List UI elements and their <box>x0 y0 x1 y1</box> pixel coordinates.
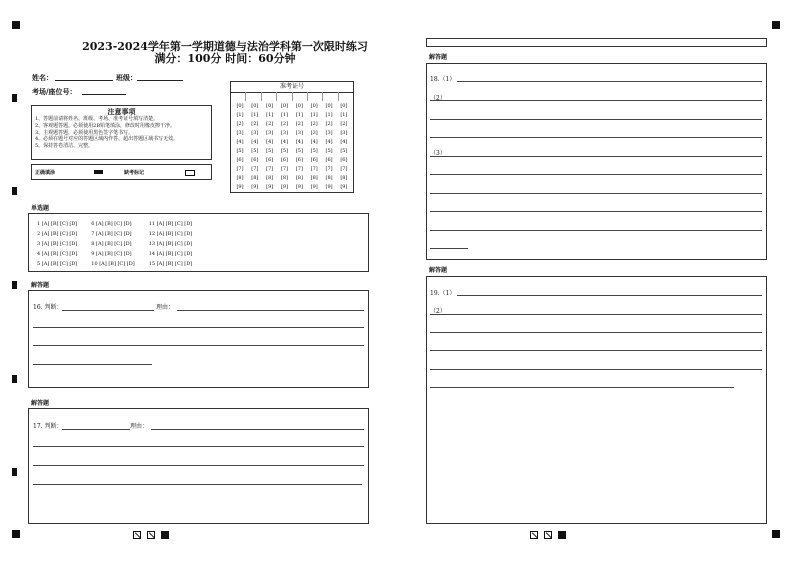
choice-row[interactable]: 12 [A] [B] [C] [D] <box>148 231 193 237</box>
admission-digit-bubble[interactable]: [0] <box>280 103 289 109</box>
admission-digit-bubble[interactable]: [8] <box>325 175 333 181</box>
class-label: 班级： <box>116 73 137 82</box>
choice-row[interactable]: 9 [A] [B] [C] [D] <box>91 251 132 257</box>
admission-digit-bubble[interactable]: [0] <box>310 103 318 109</box>
admission-digit-bubble[interactable]: [8] <box>295 175 303 181</box>
corner-mark-bl <box>12 530 20 538</box>
notice-box <box>31 105 212 160</box>
admission-digit-bubble[interactable]: [5] <box>280 148 289 154</box>
admission-digit-column <box>308 102 320 192</box>
admission-digit-bubble[interactable]: [7] <box>236 166 244 172</box>
admission-digit-bubble[interactable]: [3] <box>325 130 333 136</box>
answer-line[interactable] <box>33 446 364 447</box>
admission-digit-bubble[interactable]: [9] <box>266 184 274 190</box>
admission-digit-bubble[interactable]: [2] <box>280 121 289 127</box>
choice-row[interactable]: 15 [A] [B] [C] [D] <box>148 261 193 267</box>
name-field[interactable] <box>55 80 113 81</box>
q16-reason-line[interactable] <box>177 310 364 311</box>
q17-reason-line[interactable] <box>151 429 364 430</box>
admission-digit-bubble[interactable]: [3] <box>340 130 348 136</box>
admission-digit-bubble[interactable]: [3] <box>251 130 259 136</box>
timing-mark <box>12 468 17 476</box>
q19-section-title: 解答题 <box>429 267 448 274</box>
notice-item: 1、答题前请将姓名、班级、考场、准考证号填写清楚。 <box>35 116 159 122</box>
notice-item: 3、主观题答题，必须使用黑色签字笔书写。 <box>35 129 134 136</box>
q16-judge-line[interactable] <box>62 310 154 311</box>
admission-title: 准考证号 <box>231 82 353 93</box>
corner-mark-br <box>772 530 780 538</box>
admission-digit-bubble[interactable]: [3] <box>280 130 289 136</box>
answer-line[interactable] <box>430 119 762 120</box>
admission-digit-bubble[interactable]: [8] <box>236 175 244 181</box>
admission-digit-bubble[interactable]: [2] <box>325 121 333 127</box>
right-header-bar <box>426 38 767 47</box>
answer-line[interactable] <box>430 230 762 231</box>
page-mark-slash <box>530 531 538 539</box>
admission-digit-bubble[interactable]: [1] <box>325 112 333 118</box>
answer-line[interactable] <box>430 248 468 249</box>
admission-digit-bubble[interactable]: [3] <box>266 130 274 136</box>
timing-mark <box>12 281 17 289</box>
correct-fill-label: 正确填涂 <box>35 170 56 176</box>
choice-row[interactable]: 13 [A] [B] [C] [D] <box>148 241 193 247</box>
answer-line[interactable] <box>430 387 734 388</box>
answer-line[interactable] <box>430 332 762 333</box>
admission-digit-bubble[interactable]: [0] <box>295 103 303 109</box>
q19-part2-label: （2） <box>430 308 446 315</box>
admission-digit-bubble[interactable]: [9] <box>280 184 289 190</box>
admission-digit-bubble[interactable]: [9] <box>236 184 244 190</box>
admission-digit-bubble[interactable]: [6] <box>266 157 274 163</box>
admission-digit-bubble[interactable]: [4] <box>295 139 303 145</box>
correct-fill-sample <box>94 170 103 174</box>
admission-digit-bubble[interactable]: [0] <box>236 103 244 109</box>
choice-row[interactable]: 2 [A] [B] [C] [D] <box>37 231 78 237</box>
answer-line[interactable] <box>33 327 364 328</box>
admission-digit-bubble[interactable]: [1] <box>251 112 259 118</box>
admission-digit-bubble[interactable]: [6] <box>295 157 303 163</box>
admission-digit-bubble[interactable]: [7] <box>280 166 289 172</box>
q19-part1-label: 19.（1） <box>430 290 456 297</box>
fill-example-box <box>31 164 212 180</box>
seat-field[interactable] <box>82 94 126 95</box>
q19-part1-line[interactable] <box>457 295 762 296</box>
answer-line[interactable] <box>33 364 152 365</box>
admission-digit-column <box>264 102 276 192</box>
answer-line[interactable] <box>430 211 762 212</box>
seat-label: 考场/座位号： <box>32 87 77 96</box>
admission-digit-bubble[interactable]: [9] <box>295 184 303 190</box>
admission-digit-bubble[interactable]: [5] <box>236 148 244 154</box>
admission-digit-bubble[interactable]: [0] <box>340 103 348 109</box>
page-mark-slash <box>544 531 552 539</box>
answer-line[interactable] <box>430 350 762 351</box>
admission-digit-bubble[interactable]: [5] <box>251 148 259 154</box>
choice-row[interactable]: 8 [A] [B] [C] [D] <box>91 241 132 247</box>
corner-mark-tl <box>12 21 20 29</box>
admission-digit-bubble[interactable]: [8] <box>310 175 318 181</box>
single-choice-title: 单选题 <box>31 205 50 212</box>
q16-section-title: 解答题 <box>31 282 50 289</box>
q18-section-title: 解答题 <box>429 54 448 61</box>
admission-digit-bubble[interactable]: [7] <box>295 166 303 172</box>
q18-part1-label: 18.（1） <box>430 76 456 83</box>
admission-digit-bubble[interactable]: [1] <box>310 112 318 118</box>
admission-digit-column <box>279 102 291 192</box>
page-mark-slash <box>147 531 155 539</box>
admission-digit-bubble[interactable]: [6] <box>310 157 318 163</box>
choice-row[interactable]: 4 [A] [B] [C] [D] <box>37 251 78 257</box>
answer-line[interactable] <box>430 369 762 370</box>
admission-digit-column <box>293 102 305 192</box>
admission-digit-bubble[interactable]: [3] <box>236 130 244 136</box>
answer-line[interactable] <box>33 345 364 346</box>
page-mark-slash <box>133 531 141 539</box>
admission-digit-bubble[interactable]: [1] <box>266 112 274 118</box>
admission-digit-bubble[interactable]: [5] <box>340 148 348 154</box>
timing-mark <box>12 94 17 102</box>
admission-digit-bubble[interactable]: [1] <box>236 112 244 118</box>
notice-item: 2、客观题答题，必须使用2B铅笔填涂，修改时用橡皮擦干净。 <box>35 122 176 129</box>
choice-row[interactable]: 6 [A] [B] [C] [D] <box>91 221 132 227</box>
admission-digit-bubble[interactable]: [6] <box>280 157 289 163</box>
q16-judge-label: 16. 判断： <box>33 304 63 311</box>
answer-line[interactable] <box>430 193 762 194</box>
choice-row[interactable]: 1 [A] [B] [C] [D] <box>37 221 78 227</box>
notice-item: 5、保持答卷清洁、完整。 <box>35 143 94 149</box>
q17-judge-line[interactable] <box>62 429 130 430</box>
name-label: 姓名： <box>32 73 53 82</box>
timing-mark <box>12 375 17 383</box>
admission-digit-bubble[interactable]: [9] <box>340 184 348 190</box>
admission-digit-bubble[interactable]: [5] <box>325 148 333 154</box>
admission-digit-bubble[interactable]: [2] <box>266 121 274 127</box>
q16-answer-box <box>28 290 369 388</box>
admission-digit-bubble[interactable]: [8] <box>280 175 289 181</box>
q17-reason-label: 理由： <box>130 423 149 430</box>
admission-digit-bubble[interactable]: [6] <box>236 157 244 163</box>
admission-digit-bubble[interactable]: [2] <box>295 121 303 127</box>
answer-line[interactable] <box>430 314 762 315</box>
admission-digit-bubble[interactable]: [9] <box>251 184 259 190</box>
admission-digit-bubble[interactable]: [6] <box>325 157 333 163</box>
admission-digit-bubble[interactable]: [9] <box>325 184 333 190</box>
choice-row[interactable]: 5 [A] [B] [C] [D] <box>37 261 78 267</box>
admission-digit-grid <box>234 102 350 192</box>
admission-digit-bubble[interactable]: [8] <box>251 175 259 181</box>
admission-digit-bubble[interactable]: [2] <box>340 121 348 127</box>
admission-digit-bubble[interactable]: [5] <box>266 148 274 154</box>
admission-digit-bubble[interactable]: [0] <box>266 103 274 109</box>
admission-digit-bubble[interactable]: [2] <box>310 121 318 127</box>
admission-digit-bubble[interactable]: [1] <box>295 112 303 118</box>
admission-digit-bubble[interactable]: [3] <box>310 130 318 136</box>
q17-answer-box <box>28 408 369 524</box>
answer-line[interactable] <box>430 100 762 101</box>
admission-digit-bubble[interactable]: [0] <box>325 103 333 109</box>
admission-digit-bubble[interactable]: [7] <box>310 166 318 172</box>
admission-digit-bubble[interactable]: [2] <box>236 121 244 127</box>
admission-digit-bubble[interactable]: [7] <box>266 166 274 172</box>
admission-digit-bubble[interactable]: [6] <box>340 157 348 163</box>
admission-digit-bubble[interactable]: [0] <box>251 103 259 109</box>
q18-part1-line[interactable] <box>457 81 762 82</box>
admission-digit-bubble[interactable]: [9] <box>310 184 318 190</box>
choice-row[interactable]: 3 [A] [B] [C] [D] <box>37 241 78 247</box>
admission-digit-bubble[interactable]: [1] <box>280 112 289 118</box>
notice-title: 注意事项 <box>107 107 136 116</box>
admission-digit-bubble[interactable]: [4] <box>280 139 289 145</box>
admission-digit-bubble[interactable]: [4] <box>340 139 348 145</box>
admission-digit-bubble[interactable]: [4] <box>251 139 259 145</box>
admission-digit-bubble[interactable]: [4] <box>236 139 244 145</box>
admission-digit-bubble[interactable]: [4] <box>310 139 318 145</box>
admission-digit-bubble[interactable]: [8] <box>266 175 274 181</box>
admission-digit-bubble[interactable]: [5] <box>310 148 318 154</box>
answer-line[interactable] <box>33 465 364 466</box>
admission-box <box>230 81 354 193</box>
corner-mark-tr <box>772 21 780 29</box>
admission-digit-bubble[interactable]: [6] <box>251 157 259 163</box>
class-field[interactable] <box>137 80 183 81</box>
q17-section-title: 解答题 <box>31 400 50 407</box>
q18-part2-label: （2） <box>430 95 446 102</box>
notice-item: 4、必须在题号对应的答题区域内作答，超出答题区域书写无效。 <box>35 136 179 143</box>
page-mark-filled <box>161 531 169 539</box>
absent-mark-box[interactable] <box>185 170 195 176</box>
exam-subtitle: 满分：100分 时间：60分钟 <box>154 52 296 65</box>
admission-digit-column <box>323 102 335 192</box>
exam-title: 2023-2024学年第一学期道德与法治学科第一次限时练习 <box>82 40 368 53</box>
absent-mark-label: 缺考标记 <box>124 170 145 176</box>
admission-digit-column <box>234 102 246 192</box>
answer-line[interactable] <box>430 156 762 157</box>
q18-part3-label: （3） <box>430 150 446 157</box>
admission-digit-column <box>249 102 261 192</box>
admission-digit-bubble[interactable]: [4] <box>325 139 333 145</box>
admission-digit-bubble[interactable]: [3] <box>295 130 303 136</box>
single-choice-box <box>28 213 369 272</box>
q16-reason-label: 理由： <box>156 304 175 311</box>
choice-row[interactable]: 14 [A] [B] [C] [D] <box>148 251 193 257</box>
choice-row[interactable]: 7 [A] [B] [C] [D] <box>91 231 132 237</box>
page-mark-filled <box>558 531 566 539</box>
admission-digit-bubble[interactable]: [8] <box>340 175 348 181</box>
admission-digit-bubble[interactable]: [5] <box>295 148 303 154</box>
choice-row[interactable]: 10 [A] [B] [C] [D] <box>91 261 135 267</box>
timing-mark <box>12 187 17 195</box>
admission-digit-bubble[interactable]: [7] <box>325 166 333 172</box>
admission-digit-bubble[interactable]: [7] <box>251 166 259 172</box>
admission-digit-column <box>338 102 350 192</box>
answer-line[interactable] <box>430 137 762 138</box>
notice-list <box>35 116 210 150</box>
answer-line[interactable] <box>33 484 362 485</box>
answer-line[interactable] <box>430 174 762 175</box>
q18-answer-box <box>426 63 767 260</box>
admission-digit-bubble[interactable]: [1] <box>340 112 348 118</box>
q17-judge-label: 17. 判断： <box>33 423 63 430</box>
q19-answer-box <box>426 276 767 524</box>
admission-digit-bubble[interactable]: [4] <box>266 139 274 145</box>
admission-digit-bubble[interactable]: [7] <box>340 166 348 172</box>
choice-row[interactable]: 11 [A] [B] [C] [D] <box>148 221 193 227</box>
admission-digit-bubble[interactable]: [2] <box>251 121 259 127</box>
